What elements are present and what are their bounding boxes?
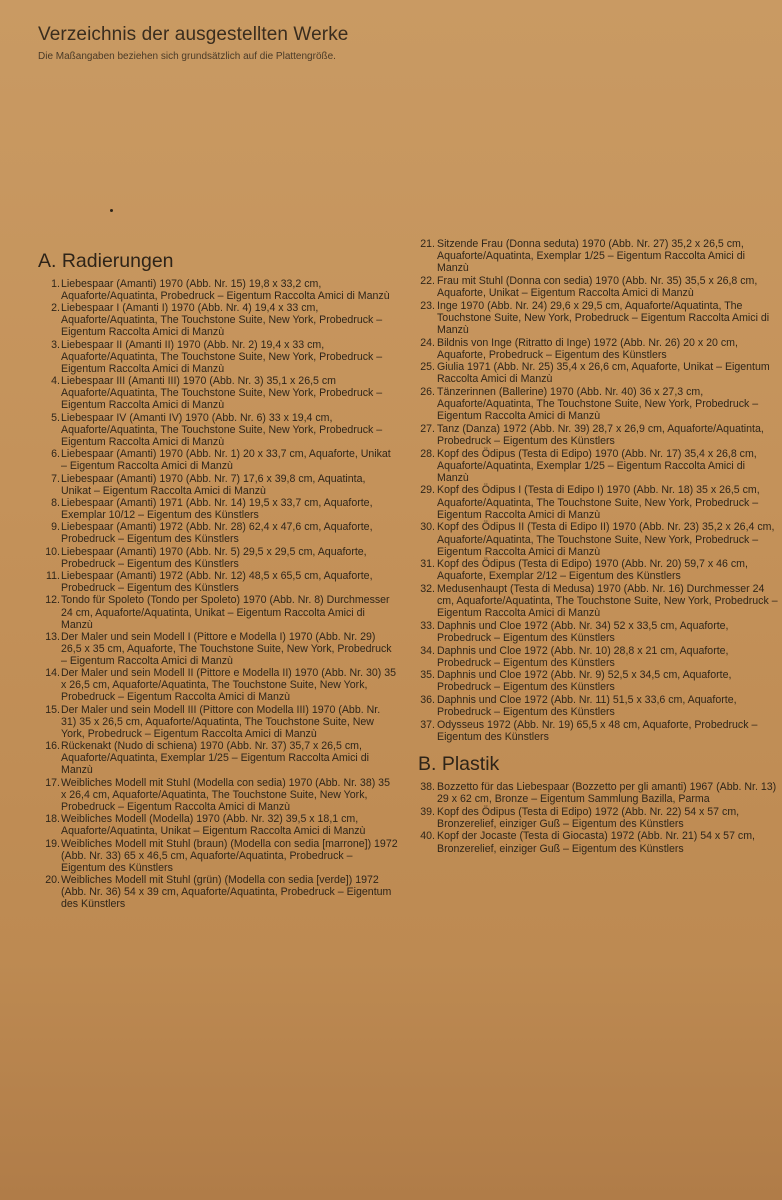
entry-text: Der Maler und sein Modell I (Pittore e Modella I) 1970 (Abb. Nr. 29) 26,5 x 35 cm, Aquaforte, The Touchstone Suite, New York, Probedruck – Eigentum Raccolta Amici di Manzù: [61, 630, 392, 668]
catalog-entry: [418, 645, 778, 669]
entry-text: Weibliches Modell mit Stuhl (grün) (Modella con sedia [verde]) 1972 (Abb. Nr. 36) 54 x 39 cm, Aquaforte/Aquatinta, Probedruck – Eigentum des Künstlers: [61, 873, 392, 911]
entry-number: 20.: [45, 873, 60, 886]
catalog-entry: [418, 694, 778, 718]
entry-number: 32.: [420, 582, 435, 595]
entry-text: Inge 1970 (Abb. Nr. 24) 29,6 x 29,5 cm, Aquaforte/Aquatinta, The Touchstone Suite, New York, Probedruck – Eigentum Raccolta Amici di Manzù: [437, 299, 770, 337]
entry-number: 36.: [420, 693, 435, 706]
catalog-entry: [38, 412, 398, 448]
entry-text: Tondo für Spoleto (Tondo per Spoleto) 1970 (Abb. Nr. 8) Durchmesser 24 cm, Aquaforte/Aquatinta, Unikat – Eigentum Raccolta Amici di Manzù: [61, 594, 390, 631]
entry-text: Kopf des Ödipus (Testa di Edipo) 1972 (Abb. Nr. 22) 54 x 57 cm, Bronzerelief, einziger Guß – Eigentum des Künstlers: [437, 805, 740, 830]
entry-number: 23.: [420, 299, 435, 312]
catalog-entry: [418, 781, 778, 805]
entry-text: Liebespaar (Amanti) 1970 (Abb. Nr. 7) 17,6 x 39,8 cm, Aquatinta, Unikat – Eigentum Raccolta Amici di Manzù: [61, 472, 366, 497]
entry-text: Giulia 1971 (Abb. Nr. 25) 35,4 x 26,6 cm, Aquaforte, Unikat – Eigentum Raccolta Amici di Manzù: [437, 361, 770, 386]
catalog-entry: [418, 669, 778, 693]
plastik-section: [418, 753, 778, 855]
catalog-entry: [38, 375, 398, 411]
catalog-entry: [38, 473, 398, 497]
catalog-entry: [418, 275, 778, 299]
entry-number: 38.: [420, 781, 435, 794]
catalog-entry: [38, 838, 398, 874]
entry-text: Kopf des Ödipus (Testa di Edipo) 1970 (Abb. Nr. 17) 35,4 x 26,8 cm, Aquaforte/Aquatinta, Exemplar 1/25 – Eigentum Raccolta Amici di Manzù: [437, 447, 757, 484]
entry-number: 34.: [420, 644, 435, 657]
catalog-entry: [418, 300, 778, 337]
catalog-entry: [38, 448, 398, 472]
entry-text: Bildnis von Inge (Ritratto di Inge) 1972 (Abb. Nr. 26) 20 x 20 cm, Aquaforte, Probedruck – Eigentum des Künstlers: [437, 336, 738, 361]
catalog-entry: [418, 719, 778, 743]
catalog-entry: [38, 631, 398, 667]
entry-number: 39.: [420, 805, 435, 818]
catalog-entry: [38, 667, 398, 703]
catalog-entry: [418, 361, 778, 385]
entry-text: Rückenakt (Nudo di schiena) 1970 (Abb. Nr. 37) 35,7 x 26,5 cm, Aquaforte/Aquatinta, Exemplar 1/25 – Eigentum Raccolta Amici di Manzù: [61, 740, 369, 777]
entry-number: 14.: [45, 667, 60, 680]
entry-text: Daphnis und Cloe 1972 (Abb. Nr. 9) 52,5 x 34,5 cm, Aquaforte, Probedruck – Eigentum des Künstlers: [437, 669, 732, 694]
entry-number: 29.: [420, 484, 435, 497]
entry-number: 8.: [51, 496, 60, 509]
entry-number: 31.: [420, 558, 435, 571]
entry-number: 2.: [51, 302, 60, 315]
entry-text: Daphnis und Cloe 1972 (Abb. Nr. 10) 28,8 x 21 cm, Aquaforte, Probedruck – Eigentum des Künstlers: [437, 644, 729, 669]
entry-number: 18.: [45, 813, 60, 826]
entry-number: 24.: [420, 336, 435, 349]
catalog-entry: [418, 558, 778, 582]
entry-text: Kopf der Jocaste (Testa di Giocasta) 1972 (Abb. Nr. 21) 54 x 57 cm, Bronzerelief, einziger Guß – Eigentum des Künstlers: [437, 830, 755, 855]
catalog-entry: [38, 740, 398, 776]
entry-text: Kopf des Ödipus (Testa di Edipo) 1970 (Abb. Nr. 20) 59,7 x 46 cm, Aquaforte, Exemplar 2/12 – Eigentum des Künstlers: [437, 558, 748, 583]
catalog-entry: [38, 497, 398, 521]
entry-text: Liebespaar III (Amanti III) 1970 (Abb. Nr. 3) 35,1 x 26,5 cm Aquaforte/Aquatinta, The Touchstone Suite, New York, Probedruck – Eigentum Raccolta Amici di Manzù: [61, 375, 383, 412]
right-column: [418, 238, 778, 855]
entry-number: 3.: [51, 338, 60, 351]
entry-number: 6.: [51, 448, 60, 461]
left-column: [38, 250, 398, 910]
radierungen-list-continued: [418, 238, 778, 743]
entry-text: Liebespaar (Amanti) 1970 (Abb. Nr. 15) 19,8 x 33,2 cm, Aquaforte/Aquatinta, Probedruck – Eigentum Raccolta Amici di Manzù: [61, 278, 390, 303]
catalog-entry: [418, 583, 778, 620]
catalog-entry: [418, 238, 778, 275]
entry-number: 11.: [46, 570, 60, 583]
entry-text: Weibliches Modell mit Stuhl (Modella con sedia) 1970 (Abb. Nr. 38) 35 x 26,4 cm, Aquaforte/Aquatinta, The Touchstone Suite, New York, Probedruck – Eigentum Raccolta Amici di Manzù: [61, 776, 390, 813]
entry-number: 26.: [420, 385, 435, 398]
catalog-entry: [38, 813, 398, 837]
entry-text: Sitzende Frau (Donna seduta) 1970 (Abb. Nr. 27) 35,2 x 26,5 cm, Aquaforte/Aquatinta, Exemplar 1/25 – Eigentum Raccolta Amici di Manzù: [437, 238, 745, 275]
entry-text: Tanz (Danza) 1972 (Abb. Nr. 39) 28,7 x 26,9 cm, Aquaforte/Aquatinta, Probedruck – Eigentum des Künstlers: [437, 422, 764, 448]
page-subtitle: Die Maßangaben beziehen sich grundsätzlich auf die Plattengröße.: [38, 51, 336, 62]
ink-dot: [110, 209, 113, 212]
catalog-entry: [38, 594, 398, 630]
entry-number: 17.: [45, 776, 60, 789]
catalog-entry: [38, 570, 398, 594]
entry-text: Liebespaar (Amanti) 1971 (Abb. Nr. 14) 19,5 x 33,7 cm, Aquaforte, Exemplar 10/12 – Eigentum des Künstlers: [61, 496, 373, 521]
catalog-entry: [418, 337, 778, 361]
entry-number: 5.: [51, 411, 60, 424]
entry-number: 9.: [51, 521, 60, 534]
section-heading-plastik: B. Plastik: [418, 753, 500, 776]
entry-number: 22.: [420, 274, 435, 287]
entry-text: Daphnis und Cloe 1972 (Abb. Nr. 34) 52 x 33,5 cm, Aquaforte, Probedruck – Eigentum des Künstlers: [437, 619, 729, 645]
catalog-entry: [418, 484, 778, 521]
entry-number: 30.: [420, 521, 435, 534]
entry-text: Kopf des Ödipus II (Testa di Edipo II) 1970 (Abb. Nr. 23) 35,2 x 26,4 cm, Aquaforte/Aquatinta, The Touchstone Suite, New York, Probedruck – Eigentum Raccolta Amici di Manzù: [437, 521, 775, 558]
entry-text: Daphnis und Cloe 1972 (Abb. Nr. 11) 51,5 x 33,6 cm, Aquaforte, Probedruck – Eigentum des Künstlers: [437, 693, 737, 719]
entry-number: 40.: [420, 830, 435, 843]
entry-text: Kopf des Ödipus I (Testa di Edipo I) 1970 (Abb. Nr. 18) 35 x 26,5 cm, Aquaforte/Aquatinta, The Touchstone Suite, New York, Probedruck – Eigentum Raccolta Amici di Manzù: [437, 484, 760, 521]
catalog-entry: [418, 448, 778, 485]
entry-number: 21.: [420, 238, 435, 250]
entry-number: 37.: [420, 718, 435, 731]
entry-number: 35.: [420, 669, 435, 682]
entry-text: Weibliches Modell (Modella) 1970 (Abb. Nr. 32) 39,5 x 18,1 cm, Aquaforte/Aquatinta, Unikat – Eigentum Raccolta Amici di Manzù: [61, 813, 366, 838]
catalog-entry: [418, 386, 778, 423]
entry-number: 10.: [45, 545, 60, 558]
entry-number: 1.: [51, 278, 60, 290]
page-title: Verzeichnis der ausgestellten Werke: [38, 24, 349, 45]
catalog-entry: [38, 777, 398, 813]
entry-text: Der Maler und sein Modell II (Pittore e Modella II) 1970 (Abb. Nr. 30) 35 x 26,5 cm, Aquaforte/Aquatinta, The Touchstone Suite, New York, Probedruck – Eigentum Raccolta Amici di Manzù: [61, 667, 397, 704]
entry-text: Liebespaar II (Amanti II) 1970 (Abb. Nr. 2) 19,4 x 33 cm, Aquaforte/Aquatinta, The Touchstone Suite, New York, Probedruck – Eigentum Raccolta Amici di Manzù: [61, 338, 383, 375]
catalog-entry: [38, 704, 398, 740]
catalog-entry: [38, 546, 398, 570]
catalog-entry: [38, 874, 398, 910]
entry-text: Liebespaar (Amanti) 1970 (Abb. Nr. 1) 20 x 33,7 cm, Aquaforte, Unikat – Eigentum Raccolta Amici di Manzù: [61, 448, 391, 473]
entry-text: Liebespaar IV (Amanti IV) 1970 (Abb. Nr. 6) 33 x 19,4 cm, Aquaforte/Aquatinta, The Touchstone Suite, New York, Probedruck – Eigentum Raccolta Amici di Manzù: [61, 411, 383, 448]
entry-text: Liebespaar (Amanti) 1970 (Abb. Nr. 5) 29,5 x 29,5 cm, Aquaforte, Probedruck – Eigentum des Künstlers: [61, 545, 367, 570]
entry-text: Frau mit Stuhl (Donna con sedia) 1970 (Abb. Nr. 35) 35,5 x 26,8 cm, Aquaforte, Unikat – Eigentum Raccolta Amici di Manzù: [437, 274, 758, 300]
entry-text: Liebespaar (Amanti) 1972 (Abb. Nr. 12) 48,5 x 65,5 cm, Aquaforte, Probedruck – Eigentum des Künstlers: [61, 570, 373, 595]
entry-number: 13.: [45, 630, 60, 643]
entry-text: Weibliches Modell mit Stuhl (braun) (Modella con sedia [marrone]) 1972 (Abb. Nr. 33) 65 x 46,5 cm, Aquaforte/Aquatinta, Probedruck – Eigentum des Künstlers: [61, 837, 398, 874]
entry-number: 19.: [45, 837, 60, 850]
catalog-entry: [418, 521, 778, 558]
entry-number: 15.: [45, 703, 60, 716]
radierungen-list: [38, 278, 398, 910]
catalog-entry: [418, 620, 778, 644]
entry-text: Liebespaar I (Amanti I) 1970 (Abb. Nr. 4) 19,4 x 33 cm, Aquaforte/Aquatinta, The Touchstone Suite, New York, Probedruck – Eigentum Raccolta Amici di Manzù: [61, 302, 383, 339]
entry-number: 16.: [45, 740, 60, 753]
entry-number: 33.: [420, 619, 435, 632]
entry-text: Bozzetto für das Liebespaar (Bozzetto per gli amanti) 1967 (Abb. Nr. 13) 29 x 62 cm, Bronze – Eigentum Sammlung Bazilla, Parma: [437, 781, 777, 806]
catalog-entry: [418, 830, 778, 854]
entry-text: Der Maler und sein Modell III (Pittore con Modella III) 1970 (Abb. Nr. 31) 35 x 26,5 cm, Aquaforte/Aquatinta, The Touchstone Suite, New York, Probedruck – Eigentum Raccolta Amici di Manzù: [61, 703, 381, 740]
catalog-entry: [418, 423, 778, 447]
entry-number: 4.: [51, 375, 60, 388]
entry-text: Tänzerinnen (Ballerine) 1970 (Abb. Nr. 40) 36 x 27,3 cm, Aquaforte/Aquatinta, The Touchstone Suite, New York, Probedruck – Eigentum Raccolta Amici di Manzù: [437, 385, 759, 423]
entry-number: 12.: [45, 594, 60, 607]
catalog-entry: [38, 302, 398, 338]
entry-number: 27.: [420, 422, 435, 435]
entry-text: Medusenhaupt (Testa di Medusa) 1970 (Abb. Nr. 16) Durchmesser 24 cm, Aquaforte/Aquatinta, The Touchstone Suite, New York, Probedruck – Eigentum Raccolta Amici di Manzù: [437, 582, 778, 620]
entry-text: Liebespaar (Amanti) 1972 (Abb. Nr. 28) 62,4 x 47,6 cm, Aquaforte, Probedruck – Eigentum des Künstlers: [61, 521, 373, 546]
catalog-entry: [38, 278, 398, 302]
entry-text: Odysseus 1972 (Abb. Nr. 19) 65,5 x 48 cm, Aquaforte, Probedruck – Eigentum des Künstlers: [437, 718, 758, 743]
entry-number: 28.: [420, 447, 435, 460]
plastik-list: [418, 781, 778, 855]
entry-number: 25.: [420, 361, 435, 374]
catalog-entry: [418, 806, 778, 830]
catalog-entry: [38, 521, 398, 545]
section-heading-radierungen: A. Radierungen: [38, 250, 174, 272]
entry-number: 7.: [51, 472, 60, 485]
catalog-entry: [38, 339, 398, 375]
